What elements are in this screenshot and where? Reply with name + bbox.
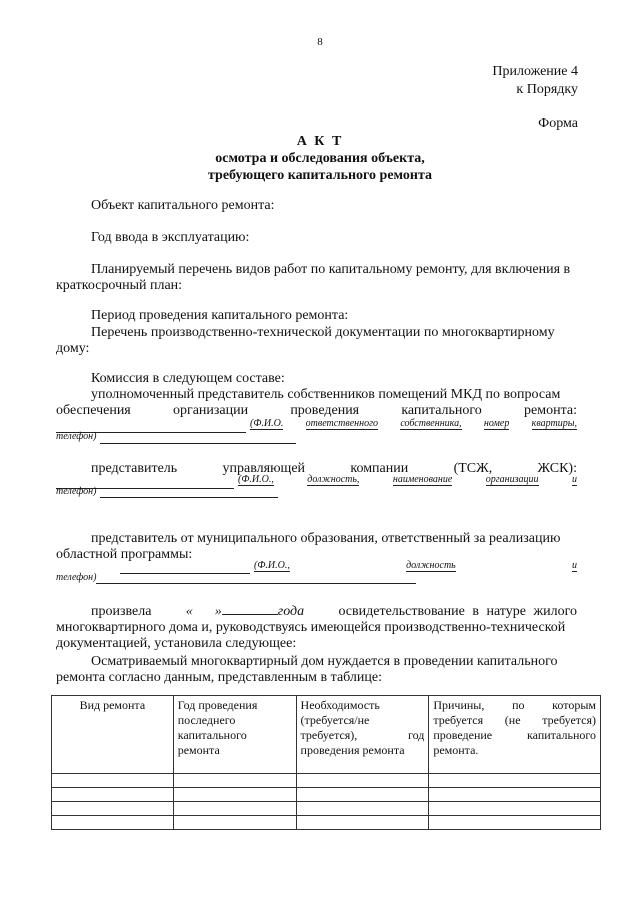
- act-subtitle-2: требующего капитального ремонта: [207, 168, 433, 183]
- municipal-hint-phone: телефон): [56, 572, 97, 583]
- owner-hint-line: (Ф.И.О. ответственного собственника, номер квартиры,: [250, 418, 577, 429]
- docs-field-line2: дому:: [56, 341, 90, 356]
- act-title: А К Т: [296, 134, 344, 149]
- table-cell[interactable]: [429, 788, 601, 802]
- table-cell[interactable]: [52, 774, 174, 788]
- commission-label: Комиссия в следующем составе:: [91, 371, 285, 386]
- table-cell[interactable]: [173, 774, 296, 788]
- municipal-rep-line1: представитель от муниципального образования, ответственный за реализацию: [91, 531, 561, 546]
- municipal-rep-line2: областной программы:: [56, 547, 193, 562]
- table-row: [52, 788, 601, 802]
- repair-table: [51, 695, 601, 830]
- table-cell[interactable]: [429, 774, 601, 788]
- table-cell[interactable]: [173, 802, 296, 816]
- form-label: Форма: [538, 116, 578, 131]
- company-blank-line-2[interactable]: [100, 497, 278, 498]
- act-subtitle-1: осмотра и обследования объекта,: [215, 151, 425, 166]
- municipal-blank-line[interactable]: [120, 573, 250, 574]
- municipal-hint-line: (Ф.И.О., должность и: [254, 560, 577, 571]
- table-row: [52, 774, 601, 788]
- company-hint-phone: телефон): [56, 486, 97, 497]
- year-field: Год ввода в эксплуатацию:: [91, 230, 250, 245]
- appendix-label: Приложение 4: [492, 64, 578, 79]
- table-cell[interactable]: [173, 816, 296, 830]
- conclusion-line3: документацией, установила следующее:: [56, 636, 297, 651]
- table-cell[interactable]: [52, 802, 174, 816]
- table-row: [52, 816, 601, 830]
- works-field-line2: краткосрочный план:: [56, 278, 183, 293]
- conclusion-line4: Осматриваемый многоквартирный дом нуждается в проведении капитального: [91, 654, 558, 669]
- page-number: 8: [317, 36, 323, 48]
- table-cell[interactable]: [296, 802, 429, 816]
- table-cell[interactable]: [296, 774, 429, 788]
- conclusion-line5: ремонта согласно данным, представленным в таблице:: [56, 670, 383, 685]
- conclusion-line2: многоквартирного дома и, руководствуясь имеющейся производственно-технической: [56, 620, 566, 635]
- header-last-repair-year: Год проведения последнего капитального ремонта: [173, 696, 296, 774]
- table-row: [52, 802, 601, 816]
- owner-rep-line2: обеспечения организации проведения капитального ремонта:: [56, 403, 577, 418]
- owner-rep-line1: уполномоченный представитель собственников помещений МКД по вопросам: [91, 387, 561, 402]
- table-cell[interactable]: [296, 788, 429, 802]
- table-cell[interactable]: [296, 816, 429, 830]
- table-cell[interactable]: [52, 816, 174, 830]
- owner-hint-phone: телефон): [56, 431, 97, 442]
- header-repair-type: Вид ремонта: [52, 696, 174, 774]
- period-field: Период проведения капитального ремонта:: [91, 308, 349, 323]
- company-hint-line: (Ф.И.О., должность, наименование организации и: [238, 474, 577, 485]
- conclusion-line1: произвела « » года освидетельствование в натуре жилого: [91, 604, 577, 619]
- header-necessity: Необходимость (требуется/не требуется), год проведения ремонта: [296, 696, 429, 774]
- object-field: Объект капитального ремонта:: [91, 198, 275, 213]
- docs-field-line1: Перечень производственно-технической документации по многоквартирному: [91, 325, 555, 340]
- company-rep-line1: представитель управляющей компании (ТСЖ, ЖСК):: [91, 461, 577, 476]
- table-cell[interactable]: [429, 816, 601, 830]
- table-header-row: [52, 696, 601, 774]
- owner-blank-line-2[interactable]: [100, 443, 296, 444]
- works-field-line1: Планируемый перечень видов работ по капитальному ремонту, для включения в: [91, 262, 571, 277]
- table-cell[interactable]: [52, 788, 174, 802]
- table-cell[interactable]: [173, 788, 296, 802]
- header-reasons: Причины, по которым требуется (не требуется) проведение капитального ремонта.: [429, 696, 601, 774]
- table-cell[interactable]: [429, 802, 601, 816]
- municipal-blank-line-2[interactable]: [96, 583, 416, 584]
- order-label: к Порядку: [516, 82, 578, 97]
